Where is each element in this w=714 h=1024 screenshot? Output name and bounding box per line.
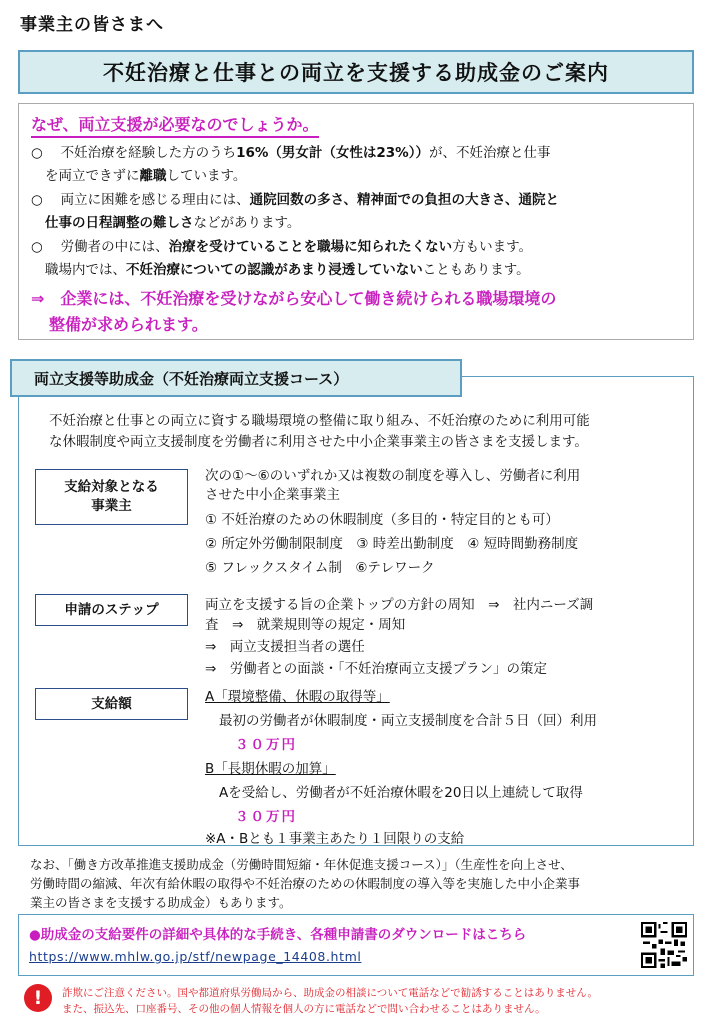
why-item-3-line-1	[31, 236, 532, 259]
text-bold: 通院回数の多さ、精神面での負担の大きさ、通院と	[249, 192, 559, 208]
eligible-line-2: させた中小企業事業主	[205, 487, 340, 503]
text-bold: 16%（男女計（女性は23%））	[236, 145, 429, 161]
text: しています。	[166, 168, 247, 184]
steps-line-3: ⇒ 両立支援担当者の選任	[205, 639, 365, 655]
conclusion-line-1: ⇒ 企業には、不妊治療を受けながら安心して働き続けられる職場環境の	[31, 289, 557, 308]
why-item-1-line-1	[31, 142, 550, 165]
amount-note: ※A・Bとも１事業主あたり１回限りの支給	[205, 831, 465, 847]
steps-line-4: ⇒ 労働者との面談・「不妊治療両立支援プラン」の策定	[205, 661, 548, 677]
audience-label: 事業主の皆さまへ	[20, 15, 164, 35]
eligible-line-3: ① 不妊治療のための休暇制度（多目的・特定目的とも可）	[205, 512, 559, 528]
steps-line-2: 査 ⇒ 就業規則等の規定・周知	[205, 617, 406, 633]
amount-b-heading: B「長期休暇の加算」	[205, 761, 336, 777]
page-title: 不妊治療と仕事との両立を支援する助成金のご案内	[103, 61, 609, 85]
text: などがあります。	[193, 215, 301, 231]
eligible-line-4: ② 所定外労働制限制度 ③ 時差出勤制度 ④ 短時間勤務制度	[205, 536, 579, 552]
text: 不妊治療を経験した方のうち	[60, 145, 237, 161]
text: 両立に困難を感じる理由には、	[60, 192, 250, 208]
bullet: ○	[31, 239, 43, 255]
warning-icon: !	[24, 984, 52, 1012]
amount-a-value: ３０万円	[235, 737, 297, 753]
eligible-label-box	[35, 469, 188, 525]
grant-intro-line-1: 不妊治療と仕事との両立に資する職場環境の整備に取り組み、不妊治療のために利用可能	[49, 413, 590, 429]
grant-section	[18, 376, 694, 846]
warning-line-1: 詐欺にご注意ください。国や都道府県労働局から、助成金の相談について電話などで勧誘することはありません。	[62, 987, 598, 999]
why-heading: なぜ、両立支援が必要なのでしょうか。	[31, 112, 319, 138]
text-bold: 不妊治療についての認識があまり浸透していない	[126, 262, 423, 278]
download-title: ●助成金の支給要件の詳細や具体的な手続き、各種申請書のダウンロードはこちら	[29, 927, 527, 943]
text: 労働者の中には、	[60, 239, 169, 255]
text: こともあります。	[422, 262, 530, 278]
download-url-link[interactable]: https://www.mhlw.go.jp/stf/newpage_14408.html	[29, 949, 362, 964]
eligible-line-5: ⑤ フレックスタイム制 ⑥テレワーク	[205, 560, 435, 576]
why-item-1-line-2	[45, 165, 246, 188]
why-item-2-line-2	[45, 212, 300, 235]
why-item-3-line-2	[45, 259, 530, 282]
eligible-label-line-1: 支給対象となる	[64, 479, 159, 495]
text: を両立できずに	[45, 168, 140, 184]
text: 方もいます。	[452, 239, 532, 255]
why-section	[18, 103, 694, 340]
eligible-line-1: 次の①～⑥のいずれか又は複数の制度を導入し、労働者に利用	[205, 468, 581, 484]
steps-label: 申請のステップ	[64, 601, 159, 618]
text-bold: 離職	[139, 168, 167, 184]
warning-line-2: また、振込先、口座番号、その他の個人情報を個人の方に電話などで問い合わせることはありません。	[62, 1003, 546, 1015]
grant-tab-label: 両立支援等助成金（不妊治療両立支援コース）	[34, 369, 349, 388]
title-banner	[18, 50, 694, 94]
footnote-line-2: 労働時間の縮減、年次有給休暇の取得や不妊治療のための休暇制度の導入等を実施した中小企業事	[30, 876, 581, 891]
why-item-2-line-1	[31, 189, 559, 212]
text: 職場内では、	[45, 262, 126, 278]
eligible-label-line-2: 事業主	[91, 498, 132, 514]
amount-a-heading: A「環境整備、休暇の取得等」	[205, 689, 390, 705]
footnote-line-1: なお、「働き方改革推進支援助成金（労働時間短縮・年休促進支援コース）」（生産性を向上させ、	[30, 857, 573, 872]
text-bold: 治療を受けていることを職場に知られたくない	[168, 239, 453, 255]
amount-label-box	[35, 688, 188, 720]
bullet: ○	[31, 192, 43, 208]
grant-intro-line-2: な休暇制度や両立支援制度を労働者に利用させた中小企業事業主の皆さまを支援します。	[49, 434, 588, 450]
conclusion-line-2: 整備が求められます。	[49, 315, 208, 334]
download-link-box	[18, 914, 694, 976]
amount-label: 支給額	[91, 695, 132, 712]
bullet: ○	[31, 145, 43, 161]
amount-b-desc: Aを受給し、労働者が不妊治療休暇を20日以上連続して取得	[219, 785, 583, 801]
footnote-line-3: 業主の皆さまを支援する助成金）もあります。	[30, 895, 292, 910]
amount-b-value: ３０万円	[235, 809, 297, 825]
text-bold: 仕事の日程調整の難しさ	[45, 215, 194, 231]
steps-line-1: 両立を支援する旨の企業トップの方針の周知 ⇒ 社内ニーズ調	[205, 597, 594, 613]
steps-label-box	[35, 594, 188, 626]
qr-code-icon[interactable]	[641, 922, 687, 968]
grant-tab	[10, 359, 462, 397]
amount-a-desc: 最初の労働者が休暇制度・両立支援制度を合計５日（回）利用	[219, 713, 597, 729]
text: が、不妊治療と仕事	[428, 145, 551, 161]
